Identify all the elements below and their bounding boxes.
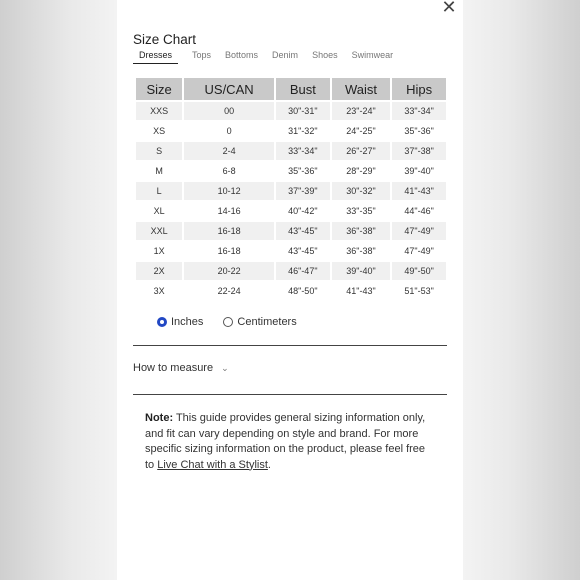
table-row xyxy=(136,202,446,220)
table-cell: 37"-39" xyxy=(276,182,330,200)
table-row xyxy=(136,162,446,180)
table-cell: 37"-38" xyxy=(392,142,446,160)
unit-label-centimeters: Centimeters xyxy=(237,316,297,328)
radio-centimeters[interactable] xyxy=(223,317,233,327)
table-cell: 47"-49" xyxy=(404,246,434,256)
table-cell: 10-12 xyxy=(184,182,274,200)
table-cell: 39"-40" xyxy=(404,166,434,176)
table-cell: 31"-32" xyxy=(288,126,318,136)
table-cell: XL xyxy=(153,206,165,216)
table-cell: S xyxy=(136,142,182,160)
column-header-size: Size xyxy=(136,78,182,100)
table-cell: 0 xyxy=(226,126,232,136)
table-row xyxy=(136,242,446,260)
table-cell: 16-18 xyxy=(184,222,274,240)
tab-tops[interactable]: Tops xyxy=(192,50,212,60)
table-cell: 46"-47" xyxy=(276,262,330,280)
table-cell: 16-18 xyxy=(217,246,241,256)
table-row xyxy=(136,222,446,240)
table-cell: 28"-29" xyxy=(346,166,376,176)
table-cell: 41"-43" xyxy=(346,286,376,296)
table-cell: 41"-43" xyxy=(392,182,446,200)
size-table xyxy=(134,76,448,302)
close-icon[interactable]: ✕ xyxy=(441,0,457,17)
category-tabs xyxy=(133,50,447,64)
table-cell: 36"-38" xyxy=(332,222,391,240)
table-cell: 2-4 xyxy=(184,142,274,160)
table-cell: 47"-49" xyxy=(392,222,446,240)
table-cell: XS xyxy=(153,126,166,136)
table-row xyxy=(136,182,446,200)
table-cell: 14-16 xyxy=(217,206,241,216)
tab-shoes[interactable]: Shoes xyxy=(312,50,338,60)
size-chart-modal xyxy=(117,0,463,580)
table-cell: XXL xyxy=(136,222,182,240)
how-to-measure-label: How to measure xyxy=(133,362,214,374)
unit-option-centimeters[interactable] xyxy=(223,316,296,328)
table-cell: 33"-34" xyxy=(392,102,446,120)
table-cell: 35"-36" xyxy=(288,166,318,176)
radio-inches[interactable] xyxy=(157,317,167,327)
table-cell: 48"-50" xyxy=(288,286,318,296)
table-row xyxy=(136,262,446,280)
table-cell: 44"-46" xyxy=(404,206,434,216)
table-cell: 33"-35" xyxy=(346,206,376,216)
table-cell: 49"-50" xyxy=(392,262,446,280)
column-header-bust: Bust xyxy=(276,78,330,100)
table-cell: 20-22 xyxy=(184,262,274,280)
table-cell: 00 xyxy=(184,102,274,120)
table-cell: 30"-32" xyxy=(332,182,391,200)
table-row xyxy=(136,282,446,300)
table-row xyxy=(136,142,446,160)
sizing-note xyxy=(145,411,437,473)
table-row xyxy=(136,122,446,140)
table-cell: L xyxy=(136,182,182,200)
table-cell: 6-8 xyxy=(222,166,236,176)
table-cell: 39"-40" xyxy=(332,262,391,280)
table-cell: 26"-27" xyxy=(332,142,391,160)
table-cell: 40"-42" xyxy=(288,206,318,216)
tab-denim[interactable]: Denim xyxy=(272,50,299,60)
unit-toggle xyxy=(157,316,297,328)
divider xyxy=(133,394,447,395)
table-cell: 43"-45" xyxy=(288,246,318,256)
table-cell: M xyxy=(155,166,163,176)
note-end: . xyxy=(267,458,271,471)
table-cell: 43"-45" xyxy=(276,222,330,240)
table-cell: 36"-38" xyxy=(346,246,376,256)
unit-label-inches: Inches xyxy=(171,316,204,328)
table-cell: 24"-25" xyxy=(346,126,376,136)
tab-bottoms[interactable]: Bottoms xyxy=(225,50,259,60)
table-cell: 33"-34" xyxy=(276,142,330,160)
table-cell: 35"-36" xyxy=(404,126,434,136)
column-header-uscan: US/CAN xyxy=(184,78,274,100)
table-row xyxy=(136,102,446,120)
modal-title: Size Chart xyxy=(133,32,197,47)
chevron-down-icon: ⌄ xyxy=(221,362,229,373)
table-cell: 51"-53" xyxy=(404,286,434,296)
tab-dresses[interactable]: Dresses xyxy=(133,50,178,64)
table-cell: 30"-31" xyxy=(276,102,330,120)
table-cell: 23"-24" xyxy=(332,102,391,120)
table-cell: 2X xyxy=(136,262,182,280)
divider xyxy=(133,345,447,346)
table-cell: 1X xyxy=(153,246,165,256)
table-header-row xyxy=(136,78,446,100)
table-cell: XXS xyxy=(136,102,182,120)
how-to-measure-toggle[interactable] xyxy=(133,362,229,374)
note-lead: Note: xyxy=(145,412,174,424)
unit-option-inches[interactable] xyxy=(157,316,203,328)
column-header-hips: Hips xyxy=(392,78,446,100)
table-cell: 22-24 xyxy=(217,286,241,296)
table-cell: 3X xyxy=(153,286,165,296)
column-header-waist: Waist xyxy=(332,78,391,100)
tab-swimwear[interactable]: Swimwear xyxy=(351,50,394,60)
note-body: This guide provides general sizing information only, and fit can vary depending on style and brand. For more specific sizing information on the product, please feel free to xyxy=(145,412,426,471)
live-chat-link[interactable]: Live Chat with a Stylist xyxy=(157,458,268,471)
